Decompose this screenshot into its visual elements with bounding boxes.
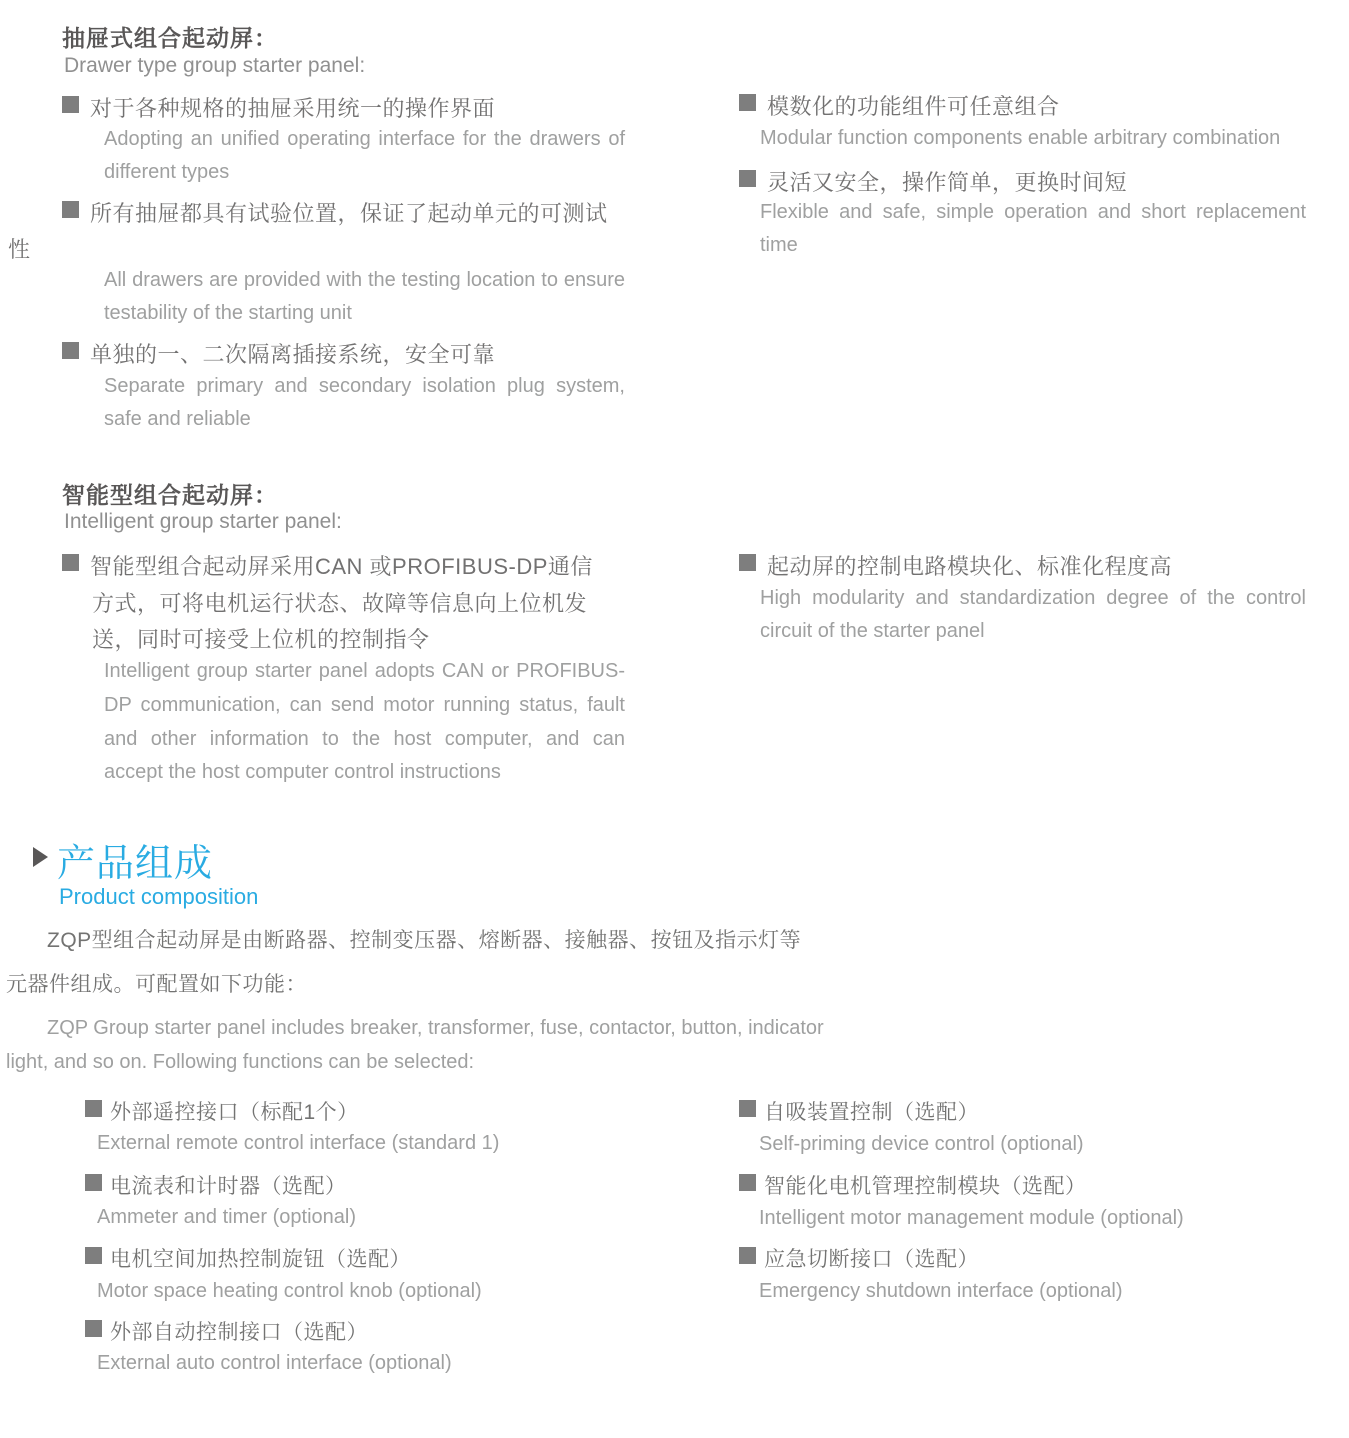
- feature-en-line: Modular function components enable arbitrary combination: [760, 127, 1281, 149]
- bullet-square-icon: [739, 1100, 756, 1117]
- function-zh: 自吸装置控制（选配）: [764, 1101, 979, 1124]
- feature-zh-line: 方式，可将电机运行状态、故障等信息向上位机发: [92, 591, 588, 616]
- section-arrow-icon: [33, 847, 48, 867]
- function-item: [85, 1170, 347, 1200]
- function-zh: 应急切断接口（选配）: [764, 1248, 979, 1271]
- function-en: Emergency shutdown interface (optional): [759, 1280, 1123, 1302]
- function-en: Motor space heating control knob (optional): [97, 1280, 482, 1302]
- feature-en-line: accept the host computer control instructions: [104, 761, 501, 783]
- feature-en-line: safe and reliable: [104, 408, 251, 430]
- feature-item: [739, 166, 1127, 197]
- function-en: Intelligent motor management module (optional): [759, 1207, 1184, 1229]
- function-zh: 外部自动控制接口（选配）: [110, 1321, 368, 1344]
- feature-item: [739, 550, 1172, 581]
- function-zh: 智能化电机管理控制模块（选配）: [764, 1175, 1087, 1198]
- function-item: [85, 1096, 359, 1126]
- composition-paragraph-zh-line: 元器件组成。可配置如下功能：: [6, 973, 307, 996]
- feature-zh: 模数化的功能组件可任意组合: [767, 94, 1060, 119]
- feature-zh: 所有抽屉都具有试验位置，保证了起动单元的可测试: [90, 201, 608, 226]
- function-zh: 电流表和计时器（选配）: [110, 1175, 347, 1198]
- function-item: [739, 1096, 979, 1126]
- composition-paragraph-en-line: light, and so on. Following functions can be selected:: [6, 1051, 475, 1073]
- feature-en-line: High modularity and standardization degree of the control: [760, 587, 1306, 609]
- feature-en-line: Flexible and safe, simple operation and short replacement: [760, 201, 1306, 223]
- function-item: [739, 1243, 979, 1273]
- function-zh: 外部遥控接口（标配1个）: [110, 1101, 359, 1124]
- product-composition-title-en: Product composition: [59, 884, 259, 909]
- feature-en-line: time: [760, 234, 798, 256]
- feature-zh: 对于各种规格的抽屉采用统一的操作界面: [90, 96, 496, 121]
- bullet-square-icon: [85, 1247, 102, 1264]
- feature-item: [62, 338, 495, 369]
- composition-paragraph-en-line: ZQP Group starter panel includes breaker, transformer, fuse, contactor, button, indicator: [47, 1017, 824, 1039]
- bullet-square-icon: [62, 96, 79, 113]
- feature-en-line: Intelligent group starter panel adopts CAN or PROFIBUS-: [104, 660, 625, 682]
- bullet-square-icon: [85, 1174, 102, 1191]
- function-en: Self-priming device control (optional): [759, 1133, 1084, 1155]
- bullet-square-icon: [739, 554, 756, 571]
- feature-zh: 单独的一、二次隔离插接系统，安全可靠: [90, 342, 496, 367]
- section2-title-en: Intelligent group starter panel:: [64, 510, 342, 533]
- product-composition-title-zh: 产品组成: [57, 843, 214, 885]
- bullet-square-icon: [739, 170, 756, 187]
- bullet-square-icon: [85, 1100, 102, 1117]
- bullet-square-icon: [62, 342, 79, 359]
- feature-zh-line: 送，同时可接受上位机的控制指令: [92, 627, 430, 652]
- bullet-square-icon: [739, 1247, 756, 1264]
- composition-paragraph-zh-line: ZQP型组合起动屏是由断路器、控制变压器、熔断器、接触器、按钮及指示灯等: [47, 929, 802, 952]
- bullet-square-icon: [739, 1174, 756, 1191]
- function-zh: 电机空间加热控制旋钮（选配）: [110, 1248, 411, 1271]
- bullet-square-icon: [62, 201, 79, 218]
- feature-zh: 起动屏的控制电路模块化、标准化程度高: [767, 554, 1173, 579]
- function-item: [739, 1170, 1087, 1200]
- feature-item: [62, 92, 495, 123]
- feature-zh: 智能型组合起动屏采用CAN 或PROFIBUS-DP通信: [90, 554, 593, 579]
- bullet-square-icon: [62, 554, 79, 571]
- feature-en-line: All drawers are provided with the testing location to ensure: [104, 269, 625, 291]
- feature-en-line: circuit of the starter panel: [760, 620, 985, 642]
- feature-item: [739, 90, 1060, 121]
- feature-zh-wrapped-char: 性: [8, 237, 31, 262]
- bullet-square-icon: [85, 1320, 102, 1337]
- feature-en-line: DP communication, can send motor running status, fault: [104, 694, 625, 716]
- feature-en-line: testability of the starting unit: [104, 302, 352, 324]
- feature-item: [62, 550, 593, 581]
- function-item: [85, 1243, 411, 1273]
- feature-en-line: Separate primary and secondary isolation plug system,: [104, 375, 625, 397]
- feature-zh: 灵活又安全，操作简单，更换时间短: [767, 170, 1128, 195]
- function-item: [85, 1316, 368, 1346]
- feature-en-line: Adopting an unified operating interface for the drawers of: [104, 128, 625, 150]
- feature-en-line: and other information to the host computer, and can: [104, 728, 625, 750]
- section1-title-zh: 抽屉式组合起动屏：: [62, 25, 278, 51]
- feature-en-line: different types: [104, 161, 230, 183]
- feature-item: [62, 197, 608, 228]
- section2-title-zh: 智能型组合起动屏：: [62, 482, 278, 508]
- section1-title-en: Drawer type group starter panel:: [64, 54, 366, 77]
- function-en: External remote control interface (standard 1): [97, 1132, 500, 1154]
- bullet-square-icon: [739, 94, 756, 111]
- function-en: External auto control interface (optional): [97, 1352, 452, 1374]
- function-en: Ammeter and timer (optional): [97, 1206, 356, 1228]
